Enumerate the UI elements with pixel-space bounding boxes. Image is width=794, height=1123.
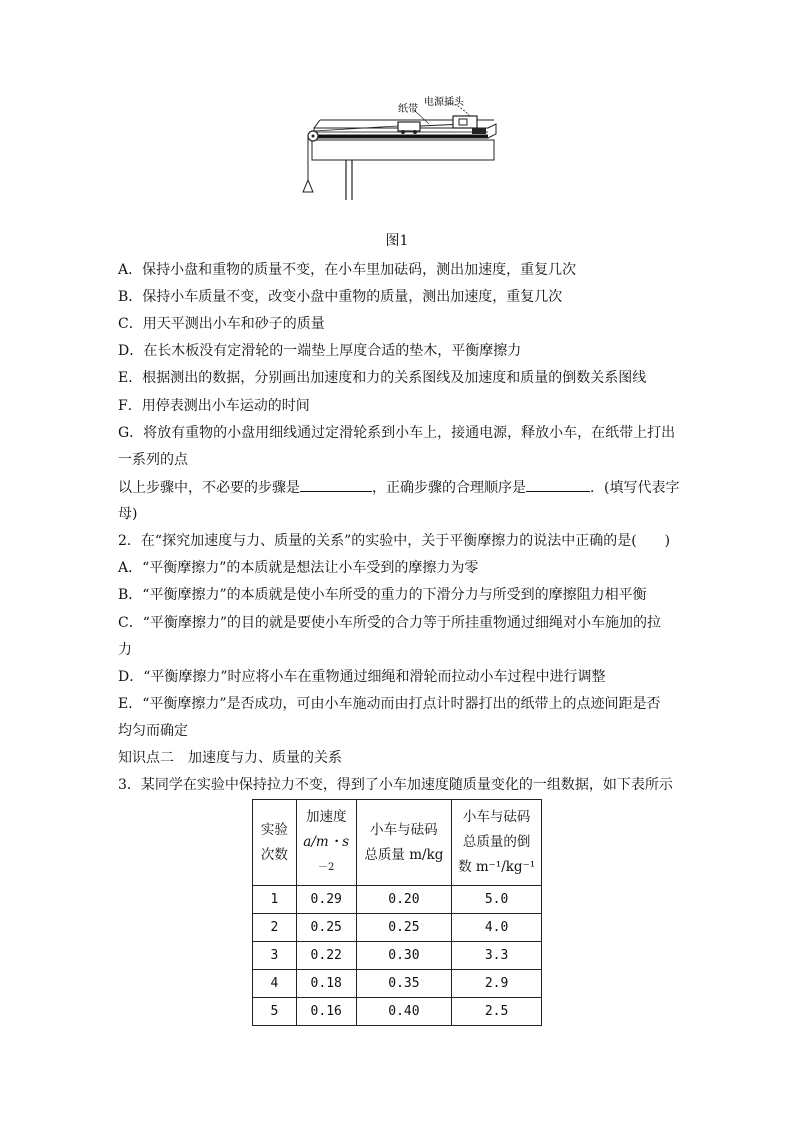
cart xyxy=(398,122,420,131)
table-row xyxy=(253,998,542,1026)
q1-option-e: E．根据测出的数据，分别画出加速度和力的关系图线及加速度和质量的倒数关系图线 xyxy=(118,370,647,386)
cell-mass: 0.20 xyxy=(356,886,452,914)
q1-prompt-part1: 以上步骤中，不必要的步骤是 xyxy=(118,480,300,496)
cell-inverse-mass: 4.0 xyxy=(452,914,542,942)
header-inverse-mass: 小车与砝码 总质量的倒 数 m⁻¹/kg⁻¹ xyxy=(452,800,542,886)
cell-inverse-mass: 5.0 xyxy=(452,886,542,914)
q1-option-d: D．在长木板没有定滑轮的一端垫上厚度合适的垫木，平衡摩擦力 xyxy=(118,343,522,359)
q2-option-c: C．“平衡摩擦力”的目的就是要使小车所受的合力等于所挂重物通过细绳对小车施加的拉 xyxy=(118,615,662,631)
cell-inverse-mass: 2.5 xyxy=(452,998,542,1026)
answer-blank-unnecessary-steps[interactable] xyxy=(300,477,372,492)
cell-trial: 1 xyxy=(253,886,297,914)
q2-option-d: D．“平衡摩擦力”时应将小车在重物通过细绳和滑轮而拉动小车过程中进行调整 xyxy=(118,669,606,685)
data-table xyxy=(252,799,542,1026)
q1-prompt-part3: ．(填写代表字 xyxy=(590,480,680,496)
timer-window xyxy=(459,119,467,125)
cell-trial: 5 xyxy=(253,998,297,1026)
q1-option-g: G．将放有重物的小盘用细线通过定滑轮系到小车上，接通电源，释放小车，在纸带上打出 xyxy=(118,425,676,441)
cell-acceleration: 0.16 xyxy=(296,998,356,1026)
cart-wheel xyxy=(413,130,417,134)
q1-prompt-continued: 母) xyxy=(118,506,138,522)
table-row xyxy=(253,914,542,942)
apparatus-drawing xyxy=(296,96,501,200)
q2-option-a: A．“平衡摩擦力”的本质就是想法让小车受到的摩擦力为零 xyxy=(118,560,479,576)
q1-option-a: A．保持小盘和重物的质量不变，在小车里加砝码，测出加速度，重复几次 xyxy=(118,262,577,278)
table-header-row xyxy=(253,800,542,886)
label-paper-tape: 纸带 xyxy=(398,104,418,115)
back-rail-edge xyxy=(314,120,320,128)
table-row xyxy=(253,970,542,998)
q2-option-e-continued: 均匀而确定 xyxy=(118,723,188,739)
answer-blank-step-order[interactable] xyxy=(526,477,590,492)
cell-mass: 0.40 xyxy=(356,998,452,1026)
cell-trial: 4 xyxy=(253,970,297,998)
q1-option-f: F．用停表测出小车运动的时间 xyxy=(118,398,310,414)
header-total-mass: 小车与砝码 总质量 m/kg xyxy=(356,800,452,886)
table-row xyxy=(253,942,542,970)
section-title: 知识点二 加速度与力、质量的关系 xyxy=(118,750,342,766)
q2-option-c-continued: 力 xyxy=(118,642,132,658)
header-trial-number: 实验 次数 xyxy=(253,800,297,886)
cell-mass: 0.35 xyxy=(356,970,452,998)
cell-acceleration: 0.29 xyxy=(296,886,356,914)
cell-mass: 0.30 xyxy=(356,942,452,970)
cell-inverse-mass: 3.3 xyxy=(452,942,542,970)
cart-wheel xyxy=(401,130,405,134)
table-top xyxy=(312,140,494,160)
cell-trial: 2 xyxy=(253,914,297,942)
cell-mass: 0.25 xyxy=(356,914,452,942)
cell-acceleration: 0.22 xyxy=(296,942,356,970)
hanging-weight xyxy=(303,180,313,192)
cell-acceleration: 0.25 xyxy=(296,914,356,942)
header-acceleration: 加速度 a/m・s －2 xyxy=(296,800,356,886)
q1-prompt-part2: ，正确步骤的合理顺序是 xyxy=(372,480,526,496)
q1-option-c: C．用天平测出小车和砂子的质量 xyxy=(118,316,325,332)
label-power-plug: 电源插头 xyxy=(424,97,464,108)
cell-trial: 3 xyxy=(253,942,297,970)
pulley-axle xyxy=(312,135,315,138)
figure-caption: 图1 xyxy=(385,233,409,249)
cell-inverse-mass: 2.9 xyxy=(452,970,542,998)
cell-acceleration: 0.18 xyxy=(296,970,356,998)
q2-stem: 2．在“探究加速度与力、质量的关系”的实验中，关于平衡摩擦力的说法中正确的是( ) xyxy=(118,533,671,549)
q1-option-b: B．保持小车质量不变，改变小盘中重物的质量，测出加速度，重复几次 xyxy=(118,289,563,305)
q1-prompt xyxy=(118,477,679,498)
apparatus-figure xyxy=(296,96,501,200)
table-row xyxy=(253,886,542,914)
timer-base xyxy=(472,128,486,134)
q2-option-b: B．“平衡摩擦力”的本质就是使小车所受的重力的下滑分力与所受到的摩擦阻力相平衡 xyxy=(118,587,647,603)
q1-option-g-continued: 一系列的点 xyxy=(118,452,188,468)
q3-stem: 3．某同学在实验中保持拉力不变，得到了小车加速度随质量变化的一组数据，如下表所示 xyxy=(118,777,673,793)
q2-option-e: E．“平衡摩擦力”是否成功，可由小车施动而由打点计时器打出的纸带上的点迹间距是否 xyxy=(118,696,661,712)
